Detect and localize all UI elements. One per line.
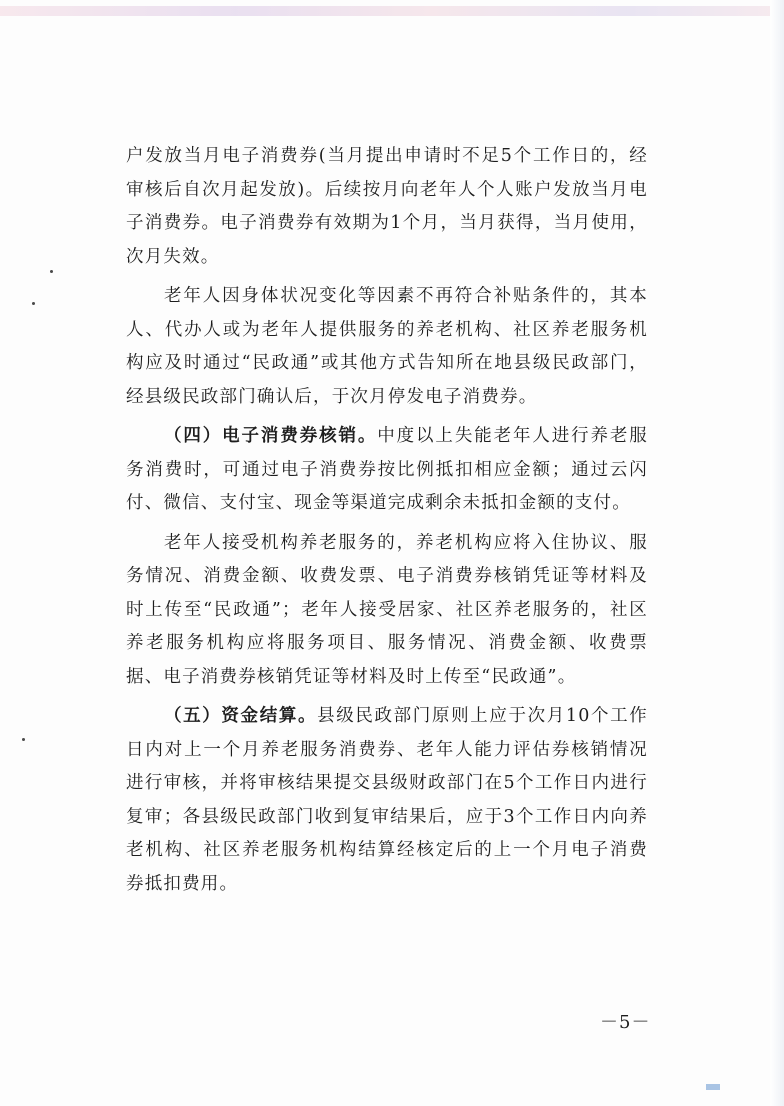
scan-speck	[22, 738, 25, 741]
scan-edge-mark	[706, 1084, 720, 1090]
scan-speck	[50, 270, 53, 273]
paragraph-5	[126, 700, 648, 901]
section-heading-4: （四）电子消费券核销。	[164, 426, 378, 446]
paragraph-4-text: 老年人接受机构养老服务的，养老机构应将入住协议、服务情况、消费金额、收费发票、电子消费券核销凭证等材料及时上传至“民政通”；老年人接受居家、社区养老服务的，社区养老服务机构应将服务项目、服务情况、消费金额、收费票据、电子消费券核销凭证等材料及时上传至“民政通”。	[126, 532, 648, 687]
document-body	[126, 140, 648, 901]
paragraph-4	[126, 527, 648, 695]
paragraph-5-text: 县级民政部门原则上应于次月10个工作日内对上一个月养老服务消费券、老年人能力评估券核销情况进行审核，并将审核结果提交县级财政部门在5个工作日内进行复审；各县级民政部门收到复审结果后，应于3个工作日内向养老机构、社区养老服务机构结算经核定后的上一个月电子消费券抵扣费用。	[126, 706, 648, 894]
paragraph-3-text: 中度以上失能老年人进行养老服务消费时，可通过电子消费券按比例抵扣相应金额；通过云闪付、微信、支付宝、现金等渠道完成剩余未抵扣金额的支付。	[126, 426, 648, 513]
paragraph-2-text: 老年人因身体状况变化等因素不再符合补贴条件的，其本人、代办人或为老年人提供服务的养老机构、社区养老服务机构应及时通过“民政通”或其他方式告知所在地县级民政部门，经县级民政部门确认后，于次月停发电子消费券。	[126, 286, 648, 407]
paragraph-3	[126, 420, 648, 521]
scan-right-edge	[770, 0, 784, 1106]
section-heading-5: （五）资金结算。	[164, 706, 318, 726]
paragraph-2	[126, 280, 648, 414]
page-number: －5－	[600, 1012, 651, 1033]
paragraph-1	[126, 140, 648, 274]
scan-edge-stripe	[0, 6, 784, 16]
paragraph-1-text: 户发放当月电子消费券(当月提出申请时不足5个工作日的，经审核后自次月起发放)。后续按月向老年人个人账户发放当月电子消费券。电子消费券有效期为1个月，当月获得，当月使用，次月失效。	[126, 146, 648, 267]
scan-speck	[32, 302, 35, 305]
